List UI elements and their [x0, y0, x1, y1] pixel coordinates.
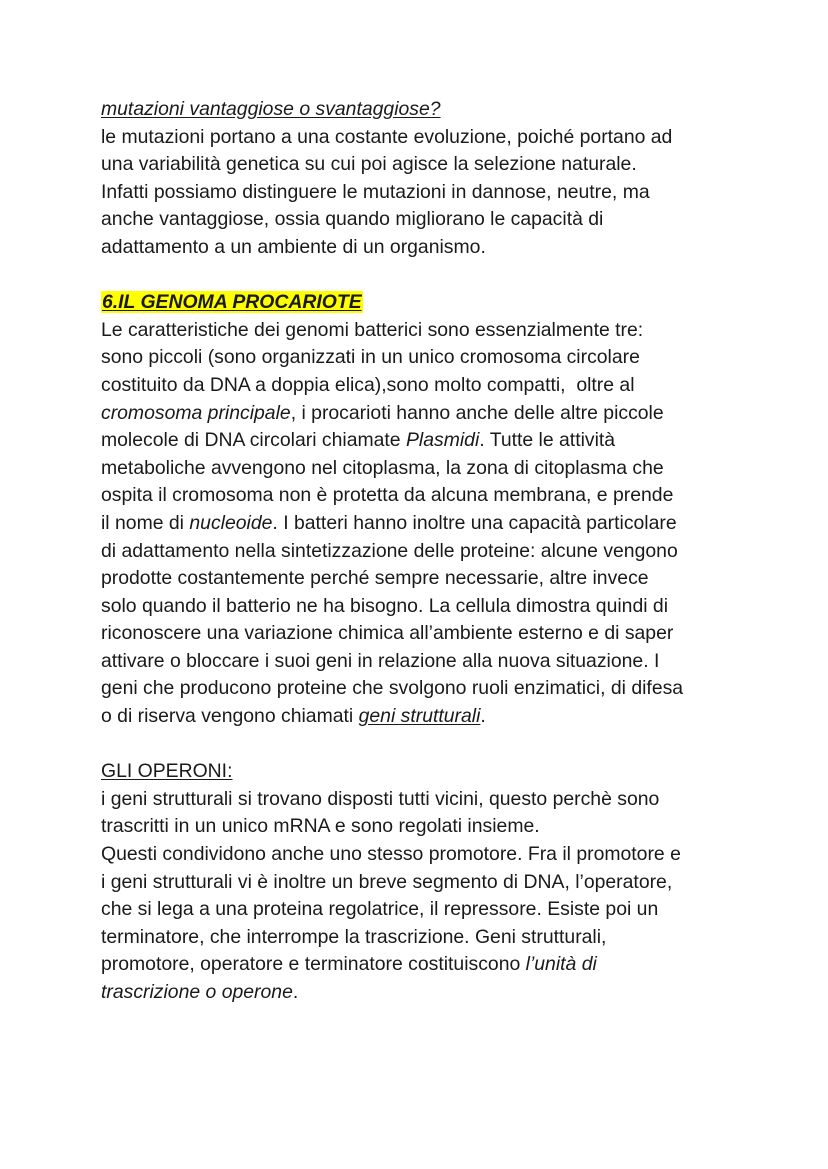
text-run: molecole di DNA circolari chiamate: [101, 429, 406, 452]
paragraph-line: [101, 427, 741, 455]
text-run: . I batteri hanno inoltre una capacità particolare: [272, 511, 677, 534]
paragraph-line: sono piccoli (sono organizzati in un unico cromosoma circolare: [101, 346, 640, 369]
paragraph-line: solo quando il batterio ne ha bisogno. La cellula dimostra quindi di: [101, 594, 669, 617]
paragraph-line: Infatti possiamo distinguere le mutazioni in dannose, neutre, ma: [101, 180, 650, 203]
paragraph-line: di adattamento nella sintetizzazione delle proteine: alcune vengono: [101, 539, 678, 562]
paragraph-line: che si lega a una proteina regolatrice, il repressore. Esiste poi un: [101, 898, 659, 921]
paragraph-line: i geni strutturali vi è inoltre un breve segmento di DNA, l’operatore,: [101, 870, 673, 893]
paragraph-line: [101, 400, 741, 428]
paragraph-line: Le caratteristiche dei genomi batterici sono essenzialmente tre:: [101, 318, 644, 341]
text-run: il nome di: [101, 511, 190, 534]
section-heading-operoni: GLI OPERONI:: [101, 760, 233, 783]
paragraph-line: anche vantaggiose, ossia quando migliorano le capacità di: [101, 208, 604, 231]
term-trascrizione-operone: trascrizione o operone: [101, 981, 293, 1003]
paragraph-line: metaboliche avvengono nel citoplasma, la zona di citoplasma che: [101, 456, 664, 479]
term-nucleoide: nucleoide: [189, 511, 273, 534]
paragraph-line: i geni strutturali si trovano disposti tutti vicini, questo perchè sono: [101, 787, 660, 810]
paragraph-line: attivare o bloccare i suoi geni in relazione alla nuova situazione. I: [101, 649, 660, 672]
paragraph-line: ospita il cromosoma non è protetta da alcuna membrana, e prende: [101, 484, 674, 507]
paragraph-line: geni che producono proteine che svolgono ruoli enzimatici, di difesa: [101, 677, 684, 700]
spacer: [101, 262, 741, 290]
paragraph-line: le mutazioni portano a una costante evoluzione, poiché portano ad: [101, 125, 673, 148]
text-run: , i procarioti hanno anche delle altre piccole: [290, 401, 664, 424]
text-run: .: [480, 705, 486, 728]
text-run: . Tutte le attività: [479, 429, 616, 452]
term-cromosoma-principale: cromosoma principale: [101, 401, 291, 424]
paragraph-line: Questi condividono anche uno stesso promotore. Fra il promotore e: [101, 843, 681, 866]
paragraph-line: [101, 510, 741, 538]
paragraph-line: [101, 979, 741, 1007]
text-run: promotore, operatore e terminatore costituiscono: [101, 953, 526, 976]
text-run: o di riserva vengono chiamati: [101, 705, 359, 728]
term-plasmidi: Plasmidi: [405, 429, 480, 452]
paragraph-line: riconoscere una variazione chimica all’ambiente esterno e di saper: [101, 622, 674, 645]
paragraph-line: terminatore, che interrompe la trascrizione. Geni strutturali,: [101, 925, 607, 948]
paragraph-line: costituito da DNA a doppia elica),sono molto compatti, oltre al: [101, 373, 635, 396]
spacer: [101, 731, 741, 759]
section-heading-genoma-wrapper: [101, 289, 741, 317]
term-unita-di: l’unità di: [525, 953, 597, 976]
paragraph-line: [101, 951, 741, 979]
section-heading-mutazioni: mutazioni vantaggiose o svantaggiose?: [101, 98, 441, 120]
section-heading-genoma: 6.IL GENOMA PROCARIOTE: [102, 291, 362, 314]
text-run: .: [292, 981, 299, 1003]
paragraph-line: prodotte costantemente perché sempre necessarie, altre invece: [101, 567, 649, 590]
term-geni-strutturali: geni strutturali: [358, 705, 481, 728]
paragraph-line: adattamento a un ambiente di un organismo.: [101, 235, 486, 258]
document-page: [101, 96, 741, 1007]
paragraph-line: una variabilità genetica su cui poi agisce la selezione naturale.: [101, 153, 637, 176]
paragraph-line: trascritti in un unico mRNA e sono regolati insieme.: [101, 815, 540, 838]
paragraph-line: [101, 703, 741, 731]
